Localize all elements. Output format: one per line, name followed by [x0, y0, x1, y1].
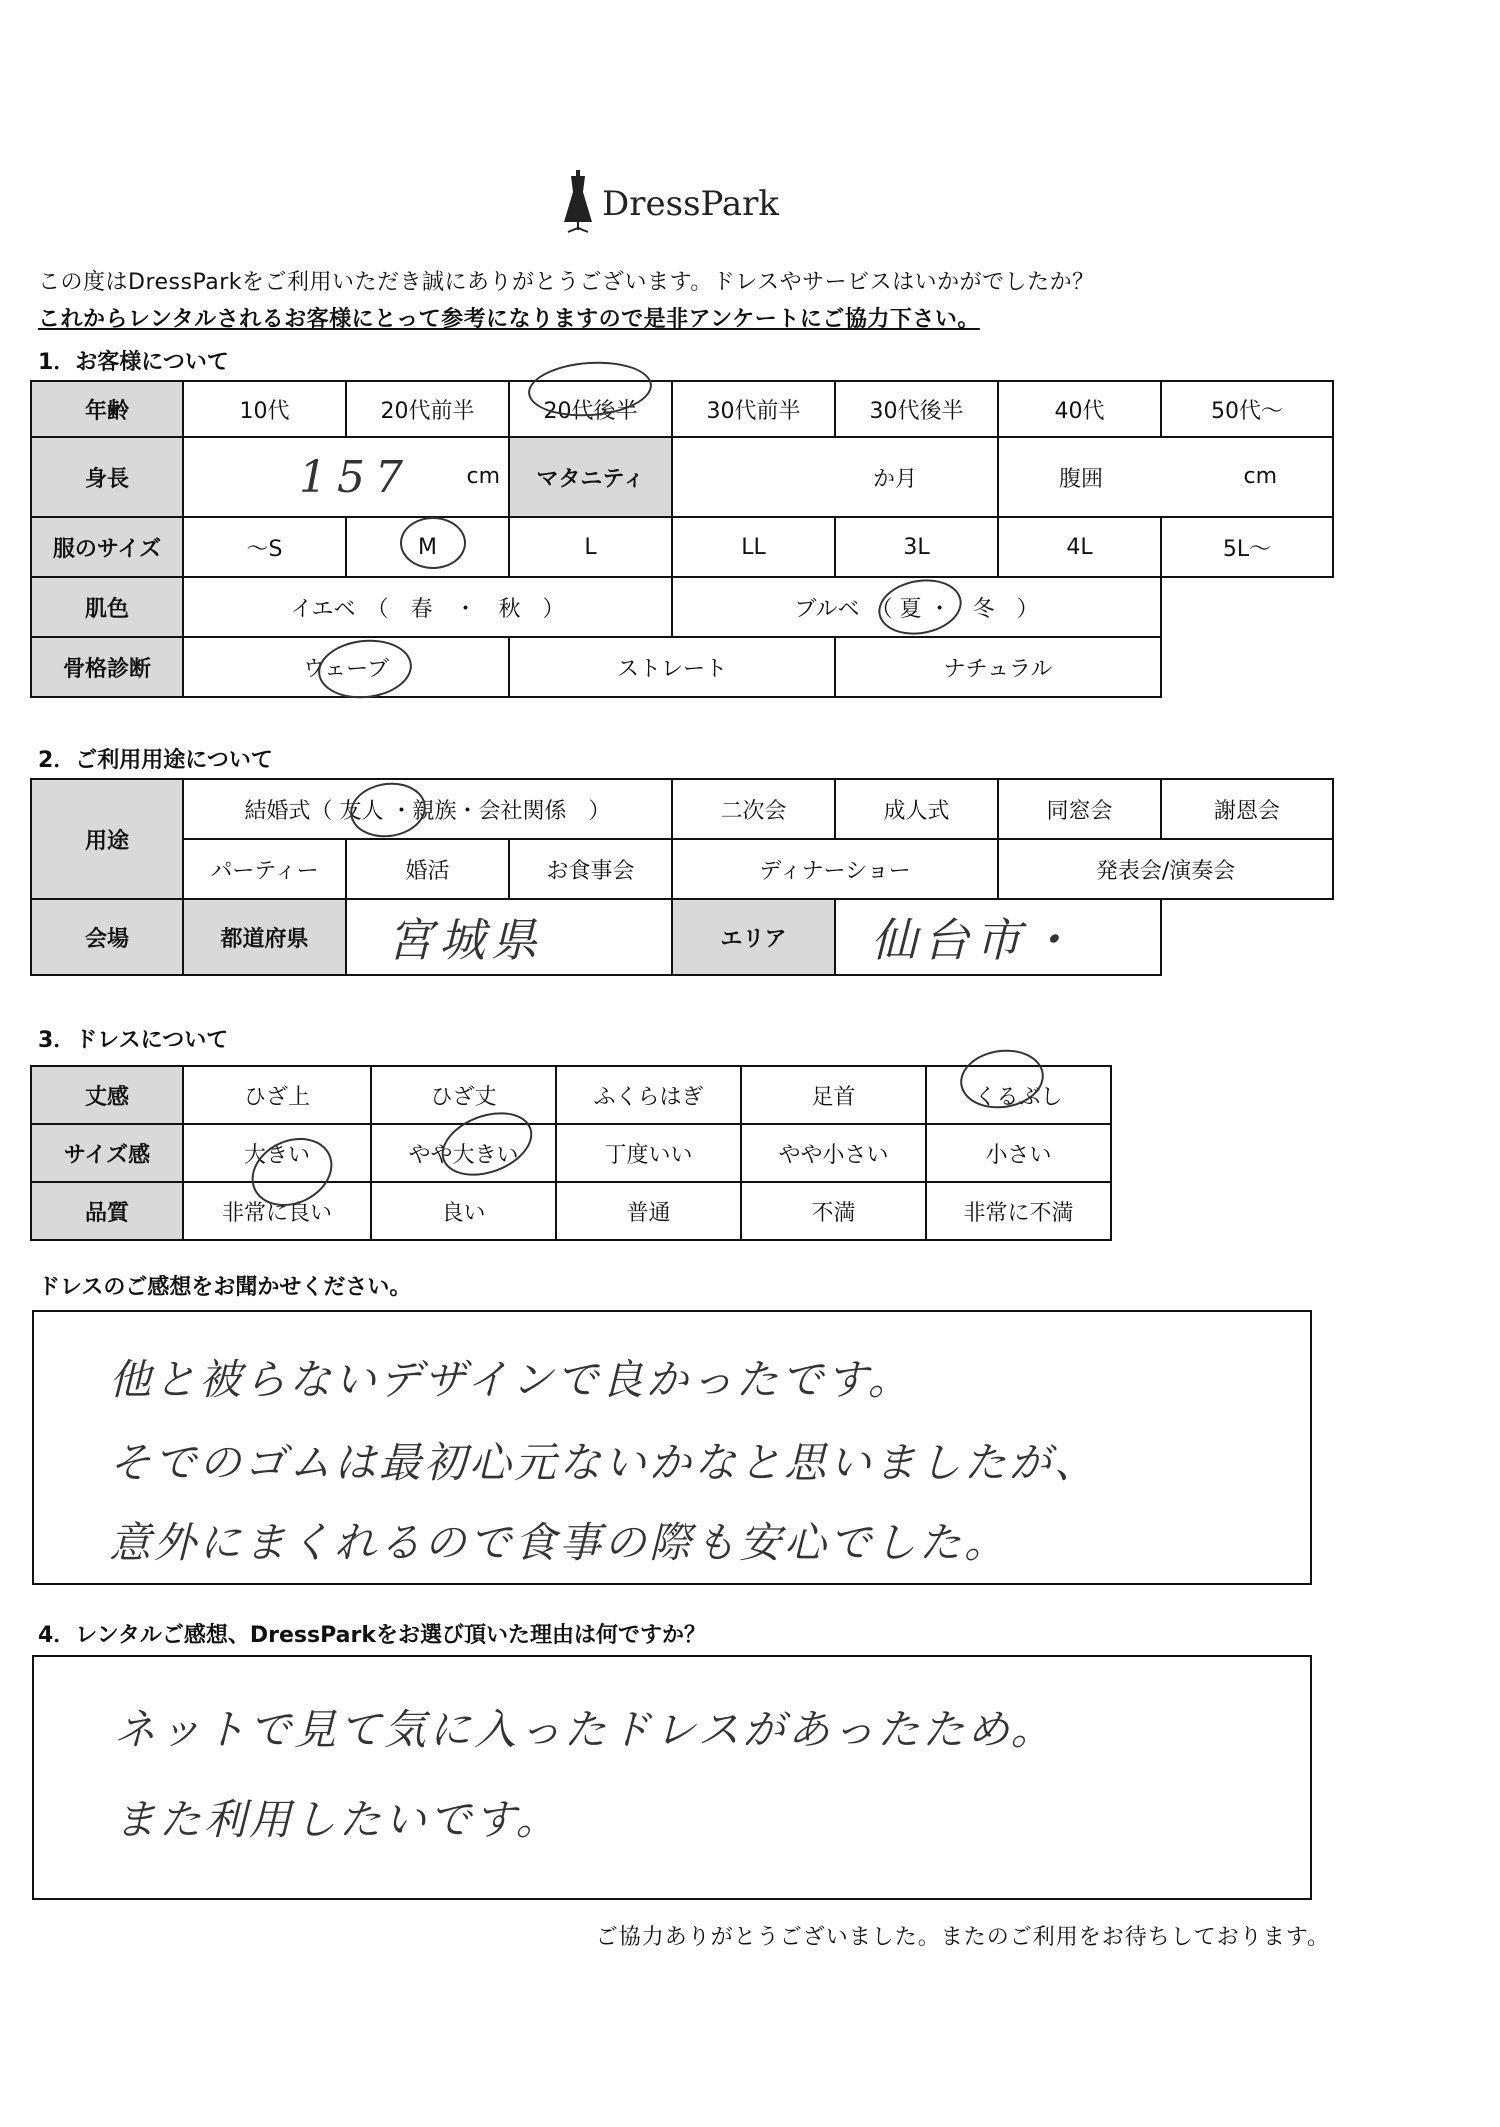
fit-option-selected[interactable]: やや大きい [371, 1124, 556, 1182]
impressions-textarea[interactable] [32, 1310, 1312, 1585]
prefecture-field[interactable] [346, 899, 672, 975]
wedding-friend-selected[interactable]: 友人 [339, 798, 384, 824]
empty-cell [1161, 577, 1333, 637]
age-option[interactable]: 50代～ [1161, 381, 1333, 437]
fit-label: サイズ感 [31, 1124, 183, 1182]
fit-option[interactable]: 大きい [183, 1124, 371, 1182]
usage-option[interactable]: 同窓会 [998, 779, 1161, 839]
size-option-selected[interactable]: M [346, 517, 509, 577]
age-option[interactable]: 30代後半 [835, 381, 998, 437]
fit-option[interactable]: 丁度いい [556, 1124, 741, 1182]
frame-row [31, 637, 1333, 697]
frame-option[interactable]: ストレート [509, 637, 835, 697]
waist-field[interactable] [998, 437, 1333, 517]
venue-label: 会場 [31, 899, 183, 975]
quality-option[interactable]: 普通 [556, 1182, 741, 1240]
area-field[interactable] [835, 899, 1161, 975]
section-3-title: 3．ドレスについて [38, 1028, 229, 1053]
frame-label: 骨格診断 [31, 637, 183, 697]
frame-option[interactable]: ナチュラル [835, 637, 1161, 697]
maternity-month-field[interactable] [672, 437, 998, 517]
dresspark-logo [560, 168, 800, 238]
usage-option[interactable]: 婚活 [346, 839, 509, 899]
skin-row [31, 577, 1333, 637]
age-option-selected[interactable]: 20代後半 [509, 381, 672, 437]
size-row [31, 517, 1333, 577]
prefecture-label: 都道府県 [183, 899, 346, 975]
length-option[interactable]: 足首 [741, 1066, 926, 1124]
length-option[interactable]: ひざ上 [183, 1066, 371, 1124]
height-value: 157 [299, 451, 413, 503]
usage-wedding-option[interactable] [183, 779, 672, 839]
fit-option[interactable]: 小さい [926, 1124, 1111, 1182]
age-option[interactable]: 40代 [998, 381, 1161, 437]
prefecture-value: 宮城県 [387, 913, 543, 967]
usage-option[interactable]: 成人式 [835, 779, 998, 839]
footer-thanks: ご協力ありがとうございました。またのご利用をお待ちしております。 [595, 1925, 1330, 1950]
wedding-suffix: ・親族・会社関係 ） [390, 798, 611, 824]
length-row [31, 1066, 1111, 1124]
length-option[interactable]: ひざ丈 [371, 1066, 556, 1124]
age-row [31, 381, 1333, 437]
age-option[interactable]: 30代前半 [672, 381, 835, 437]
quality-option-selected[interactable]: 非常に良い [183, 1182, 371, 1240]
dress-icon [560, 170, 596, 234]
usage-option[interactable]: 発表会/演奏会 [998, 839, 1333, 899]
length-label: 丈感 [31, 1066, 183, 1124]
size-option[interactable]: LL [672, 517, 835, 577]
usage-option[interactable]: 二次会 [672, 779, 835, 839]
waist-label: 腹囲 [1059, 466, 1104, 492]
skin-label: 肌色 [31, 577, 183, 637]
size-option[interactable]: 4L [998, 517, 1161, 577]
customer-table [30, 380, 1334, 698]
empty-cell [1161, 637, 1333, 697]
age-option[interactable]: 20代前半 [346, 381, 509, 437]
skin-yellow-option[interactable]: イエベ （ 春 ・ 秋 ） [183, 577, 672, 637]
usage-row-1 [31, 779, 1333, 839]
size-option[interactable]: 3L [835, 517, 998, 577]
waist-unit: cm [1243, 464, 1277, 489]
size-option[interactable]: L [509, 517, 672, 577]
skin-blue-option[interactable] [672, 577, 1161, 637]
reason-line: また利用したいです。 [114, 1795, 561, 1844]
venue-row [31, 899, 1333, 975]
usage-option[interactable]: パーティー [183, 839, 346, 899]
length-option[interactable]: ふくらはぎ [556, 1066, 741, 1124]
impression-line: 他と被らないデザインで良かったです。 [109, 1355, 913, 1404]
impression-line: 意外にまくれるので食事の際も安心でした。 [109, 1518, 1010, 1567]
quality-option[interactable]: 非常に不満 [926, 1182, 1111, 1240]
usage-option[interactable]: 謝恩会 [1161, 779, 1333, 839]
quality-option[interactable]: 不満 [741, 1182, 926, 1240]
size-option[interactable]: 5L～ [1161, 517, 1333, 577]
skin-blue-suffix: ・ 冬 ） [928, 596, 1039, 622]
usage-option[interactable]: ディナーショー [672, 839, 998, 899]
skin-blue-prefix: ブルベ （ [794, 596, 893, 622]
usage-option[interactable]: お食事会 [509, 839, 672, 899]
height-label: 身長 [31, 437, 183, 517]
usage-table [30, 778, 1334, 976]
height-field[interactable] [183, 437, 509, 517]
usage-label: 用途 [31, 779, 183, 899]
age-option[interactable]: 10代 [183, 381, 346, 437]
size-option[interactable]: ～S [183, 517, 346, 577]
reason-textarea[interactable] [32, 1655, 1312, 1900]
skin-summer-selected[interactable]: 夏 [899, 596, 922, 622]
height-unit: cm [466, 464, 500, 489]
fit-option[interactable]: やや小さい [741, 1124, 926, 1182]
empty-cell [1161, 899, 1333, 975]
area-value: 仙台市・ [871, 913, 1080, 967]
intro-line-2: これからレンタルされるお客様にとって参考になりますので是非アンケートにご協力下さい。 [38, 307, 980, 332]
fit-row [31, 1124, 1111, 1182]
age-label: 年齢 [31, 381, 183, 437]
size-label: 服のサイズ [31, 517, 183, 577]
month-unit: か月 [872, 466, 917, 492]
intro-line-1: この度はDressParkをご利用いただき誠にありがとうございます。ドレスやサービスはいかがでしたか？ [38, 270, 1095, 295]
section-1-title: 1．お客様について [38, 350, 229, 375]
impressions-prompt: ドレスのご感想をお聞かせください。 [38, 1275, 412, 1300]
height-row [31, 437, 1333, 517]
logo-brand-text: DressPark [602, 184, 780, 224]
wedding-prefix: 結婚式（ [244, 798, 333, 824]
reason-line: ネットで見て気に入ったドレスがあったため。 [114, 1705, 1056, 1754]
area-label: エリア [672, 899, 835, 975]
quality-row [31, 1182, 1111, 1240]
usage-row-2 [31, 839, 1333, 899]
section-4-title: 4．レンタルご感想、DressParkをお選び頂いた理由は何ですか？ [38, 1623, 706, 1648]
frame-option-selected[interactable]: ウェーブ [183, 637, 509, 697]
impression-line: そでのゴムは最初心元ないかなと思いましたが、 [109, 1438, 1100, 1487]
quality-label: 品質 [31, 1182, 183, 1240]
length-option-selected[interactable]: くるぶし [926, 1066, 1111, 1124]
quality-option[interactable]: 良い [371, 1182, 556, 1240]
section-2-title: 2．ご利用用途について [38, 748, 273, 773]
maternity-label: マタニティ [509, 437, 672, 517]
dress-table [30, 1065, 1112, 1241]
